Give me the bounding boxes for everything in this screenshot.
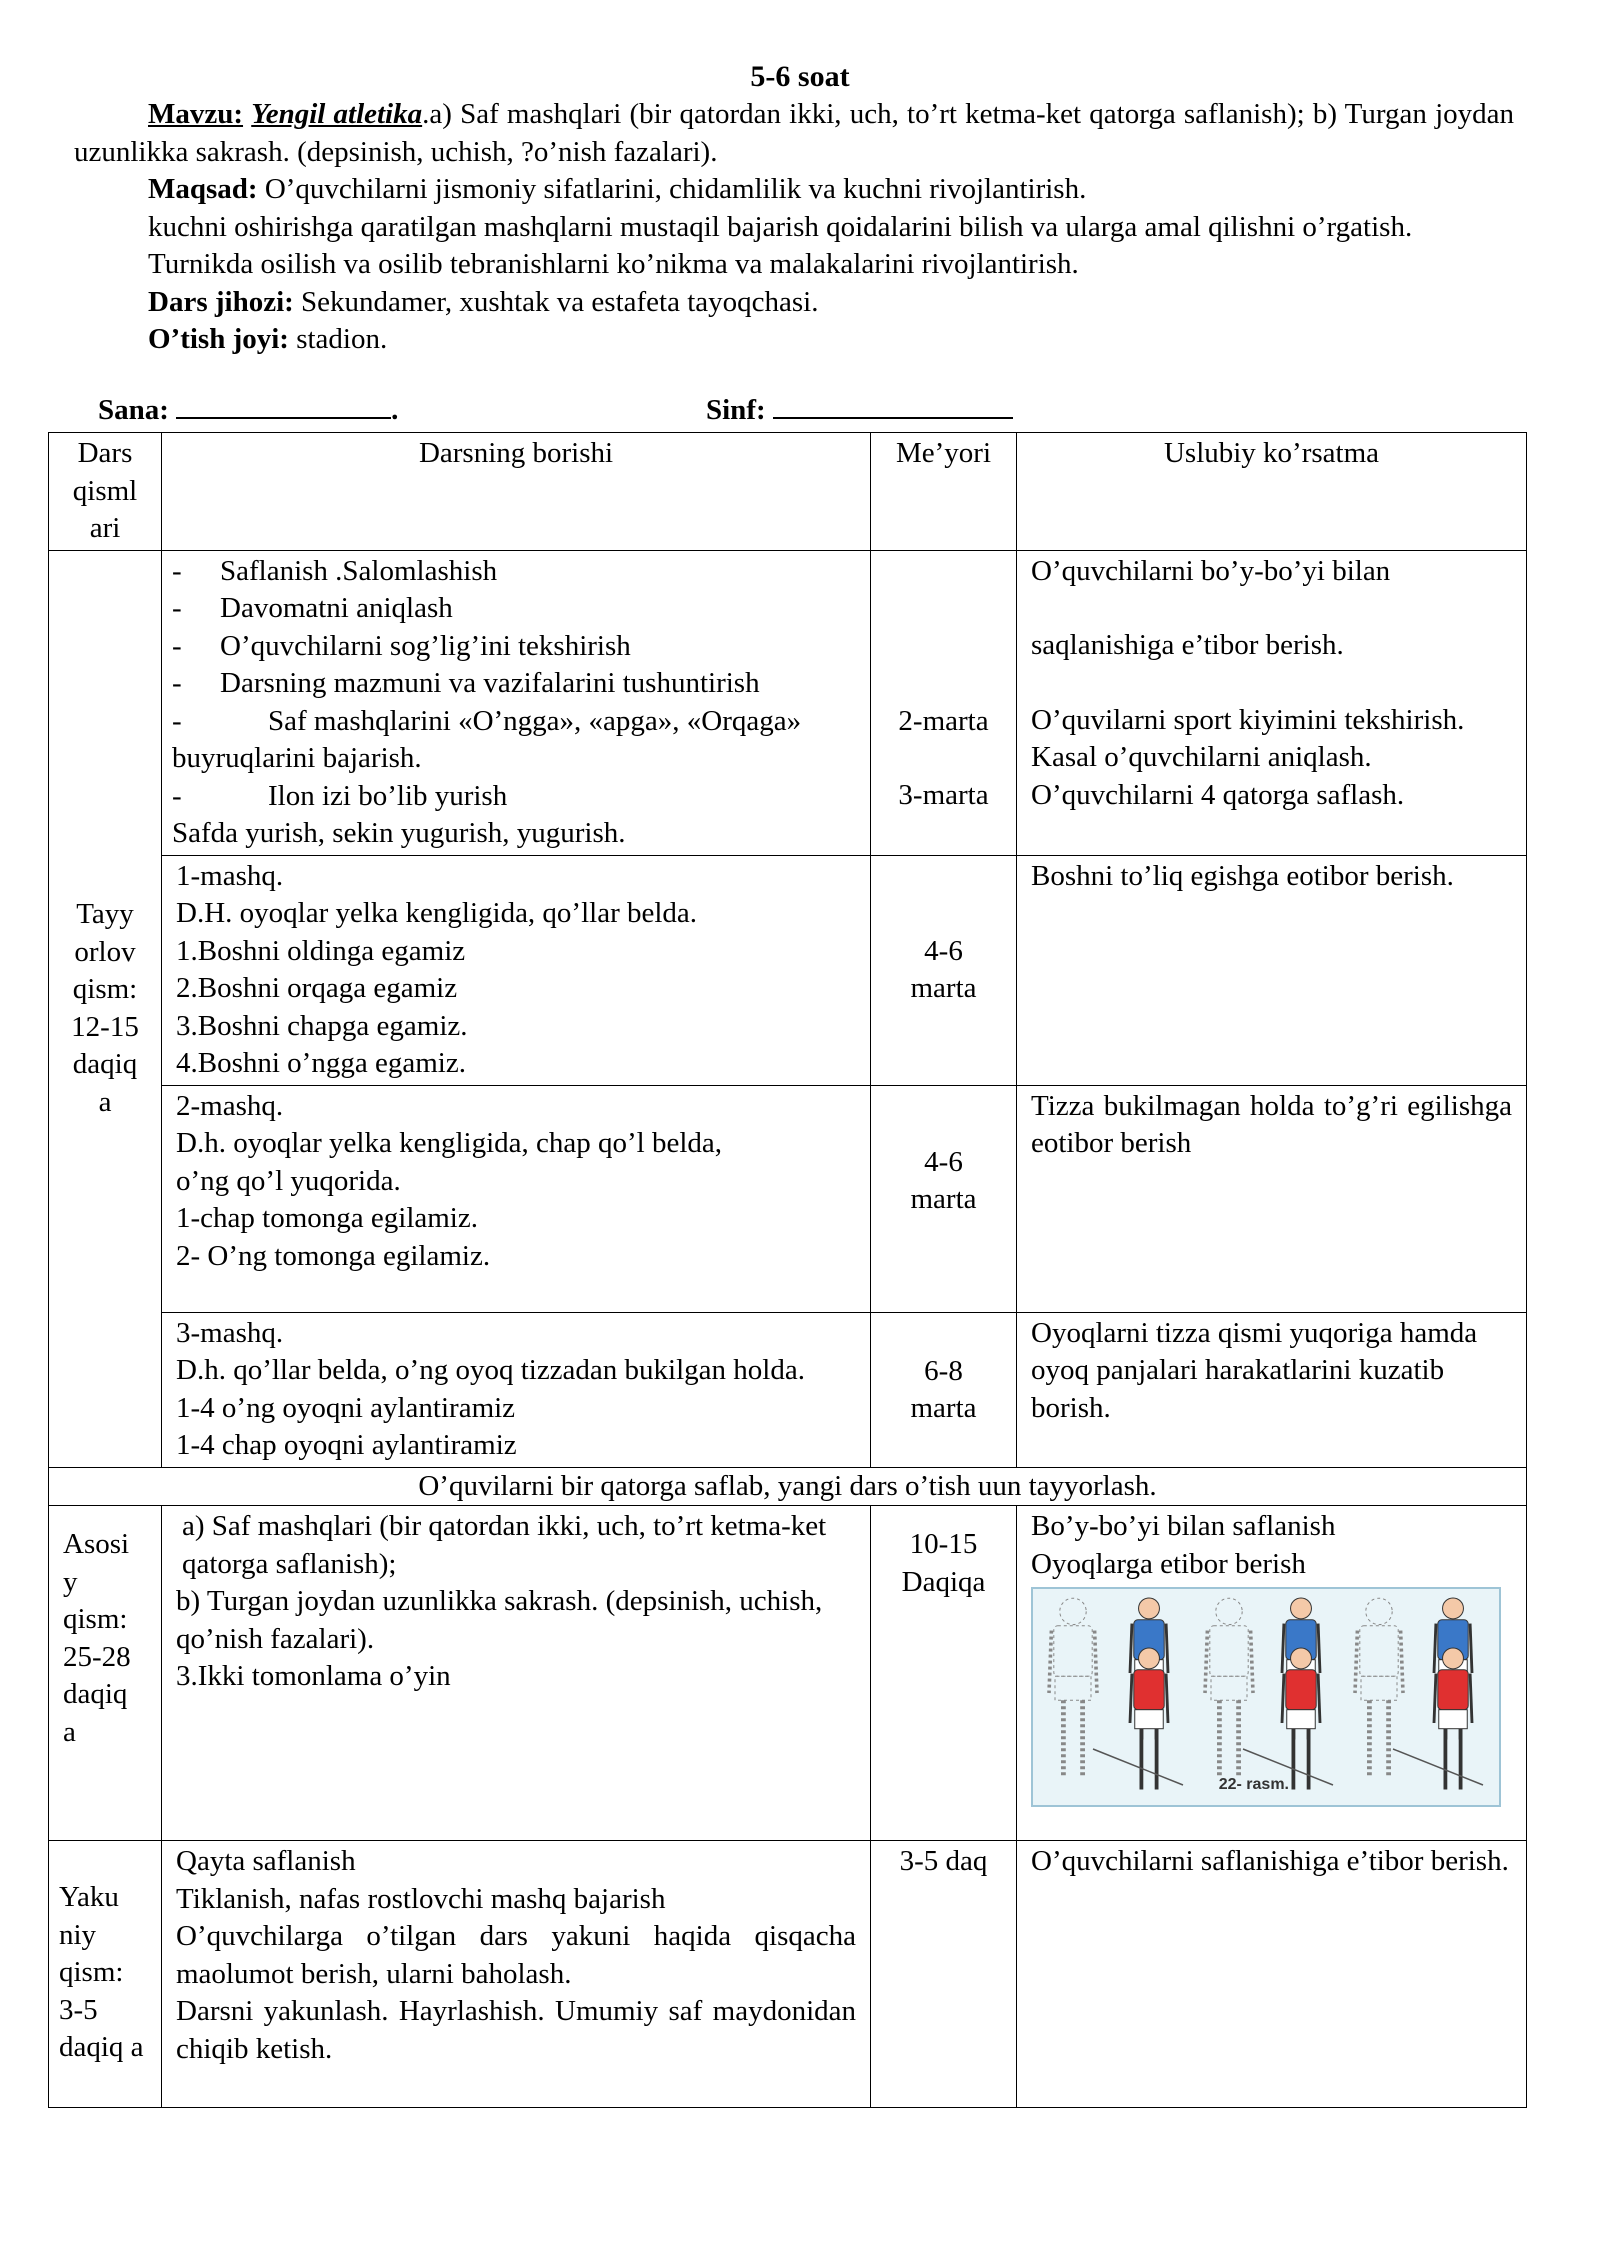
activity-cell: 2-mashq. D.h. oyoqlar yelka kengligida, chap qo’l belda, o’ng qo’l yuqorida. 1-chap tomonga egilamiz. 2- O’ng tomonga egilamiz. bbox=[162, 1085, 871, 1312]
activity-cell: Qayta saflanish Tiklanish, nafas rostlovchi mashq bajarish O’quvchilarga o’tilgan dars yakuni haqida qisqacha maolumot berish, ularni baholash. Darsni yakunlash. Hayrlashish. Umumiy saf maydonidan chiqib ketish. bbox=[162, 1841, 871, 2108]
page-title: 5-6 soat bbox=[750, 60, 850, 93]
list-item: - O’quvchilarni sog’lig’ini tekshirish bbox=[172, 629, 631, 662]
date-blank[interactable] bbox=[176, 393, 391, 419]
guide-text: O’quvilarni sport kiyimini tekshirish. bbox=[1031, 703, 1465, 736]
goal-block bbox=[74, 171, 1514, 359]
activity-cell bbox=[162, 550, 871, 855]
joy-text: stadion. bbox=[288, 323, 388, 355]
mavzu-text: .a) Saf mashqlari (bir qatordan ikki, uch, to’rt ketma-ket qatorga saflanish); b) Turgan joydan uzunlikka sakrash. (depsinish, uchish, ?o’nish fazalari). bbox=[74, 98, 1514, 168]
norm-cell: 3-5 daq bbox=[871, 1841, 1017, 2108]
norm-cell: 10-15 Daqiqa bbox=[871, 1506, 1017, 1841]
goal-line-2: kuchni oshirishga qaratilgan mashqlarni mustaqil bajarish qoidalarini bilish va ularga amal qilishni o’rgatish. bbox=[148, 210, 1413, 243]
norm-cell: 4-6 marta bbox=[871, 1085, 1017, 1312]
norm-cell bbox=[871, 550, 1017, 855]
transition-row: O’quvilarni bir qatorga saflab, yangi dars o’tish uun tayyorlash. bbox=[49, 1467, 1527, 1506]
part-label-tayyorlov: Tayy orlov qism: 12-15 daqiq a bbox=[49, 550, 162, 1467]
sana-label: Sana: bbox=[98, 394, 169, 426]
norm-value: 3-marta bbox=[898, 779, 989, 811]
guide-text: Oyoqlarga etibor berish bbox=[1031, 1547, 1306, 1580]
list-item: - Davomatni aniqlash bbox=[172, 592, 453, 624]
class-blank[interactable] bbox=[773, 393, 1013, 419]
list-item: - Saflanish .Salomlashish bbox=[172, 554, 498, 587]
activity-cell: a) Saf mashqlari (bir qatordan ikki, uch, to’rt ketma-ket qatorga saflanish); b) Turgan joydan uzunlikka sakrash. (depsinish, uchish, qo’nish fazalari). 3.Ikki tomonlama o’yin bbox=[162, 1506, 871, 1841]
guide-cell bbox=[1017, 550, 1527, 855]
header-cell: Me’yori bbox=[871, 433, 1017, 551]
part-label-yakuniy: Yaku niy qism: 3-5 daqiq a bbox=[49, 1841, 162, 2108]
table-header-row bbox=[49, 433, 1527, 551]
class-field bbox=[706, 393, 1013, 427]
table-row bbox=[49, 855, 1527, 1085]
part-label-asosiy: Asosi y qism: 25-28 daqiq a bbox=[49, 1506, 162, 1841]
list-item: - Darsning mazmuni va vazifalarini tushuntirish bbox=[172, 667, 760, 699]
guide-cell bbox=[1017, 1506, 1527, 1841]
guide-cell: Tizza bukilmagan holda to’g’ri egilishga eotibor berish bbox=[1017, 1085, 1527, 1312]
maqsad-text: O’quvchilarni jismoniy sifatlarini, chidamlilik va kuchni rivojlantirish. bbox=[257, 173, 1087, 205]
jihoz-text: Sekundamer, xushtak va estafeta tayoqchasi. bbox=[293, 285, 819, 318]
guide-text: O’quvchilarni 4 qatorga saflash. bbox=[1031, 778, 1405, 811]
joy-label: O’tish joyi: bbox=[148, 323, 289, 355]
activity-cell: 1-mashq. D.H. oyoqlar yelka kengligida, qo’llar belda. 1.Boshni oldinga egamiz 2.Boshni orqaga egamiz 3.Boshni chapga egamiz. 4.Boshni o’ngga egamiz. bbox=[162, 855, 871, 1085]
table-row bbox=[49, 1841, 1527, 2108]
formation-illustration bbox=[1031, 1587, 1501, 1807]
guide-cell: O’quvchilarni saflanishiga e’tibor berish. bbox=[1017, 1841, 1527, 2108]
table-row bbox=[49, 1312, 1527, 1467]
norm-cell: 6-8 marta bbox=[871, 1312, 1017, 1467]
goal-line-3: Turnikda osilish va osilib tebranishlarni ko’nikma va malakalarini rivojlantirish. bbox=[148, 248, 1079, 280]
guide-text: O’quvchilarni bo’y-bo’yi bilan bbox=[1031, 554, 1391, 587]
table-row bbox=[49, 1085, 1527, 1312]
sana-tail: . bbox=[391, 394, 399, 426]
header-cell: Uslubiy ko’rsatma bbox=[1017, 433, 1527, 551]
jihoz-label: Dars jihozi: bbox=[148, 285, 294, 318]
header-cell: Dars qisml ari bbox=[49, 433, 162, 551]
header-cell: Darsning borishi bbox=[162, 433, 871, 551]
mavzu-label: Mavzu: bbox=[148, 98, 244, 130]
maqsad-label: Maqsad: bbox=[148, 173, 258, 205]
guide-text: Kasal o’quvchilarni aniqlash. bbox=[1031, 741, 1372, 773]
list-item: Safda yurish, sekin yugurish, yugurish. bbox=[172, 817, 626, 849]
table-row bbox=[49, 550, 1527, 855]
arrow-icon bbox=[1393, 1749, 1483, 1785]
lesson-plan-table bbox=[48, 432, 1527, 2108]
list-item: - Ilon izi bo’lib yurish bbox=[172, 779, 508, 812]
sinf-label: Sinf: bbox=[706, 394, 766, 426]
mavzu-topic: Yengil atletika bbox=[251, 98, 423, 130]
guide-text: Bo’y-bo’yi bilan saflanish bbox=[1031, 1510, 1336, 1542]
figure-caption: 22- rasm. bbox=[1218, 1775, 1289, 1793]
topic-block bbox=[74, 96, 1514, 171]
table-row bbox=[49, 1467, 1527, 1506]
norm-cell: 4-6 marta bbox=[871, 855, 1017, 1085]
activity-cell: 3-mashq. D.h. qo’llar belda, o’ng oyoq tizzadan bukilgan holda. 1-4 o’ng oyoqni aylantiramiz 1-4 chap oyoqni aylantiramiz bbox=[162, 1312, 871, 1467]
table-row bbox=[49, 1506, 1527, 1841]
guide-text: saqlanishiga e’tibor berish. bbox=[1031, 629, 1344, 661]
list-item: - Saf mashqlarini «O’ngga», «apga», «Orqaga» buyruqlarini bajarish. bbox=[172, 704, 802, 774]
date-field bbox=[98, 393, 398, 427]
guide-cell: Boshni to’liq egishga eotibor berish. bbox=[1017, 855, 1527, 1085]
student-figure bbox=[1049, 1598, 1097, 1777]
arrow-icon bbox=[1093, 1749, 1183, 1785]
guide-cell: Oyoqlarni tizza qismi yuqoriga hamda oyoq panjalari harakatlarini kuzatib borish. bbox=[1017, 1312, 1527, 1467]
norm-value: 2-marta bbox=[898, 704, 989, 737]
